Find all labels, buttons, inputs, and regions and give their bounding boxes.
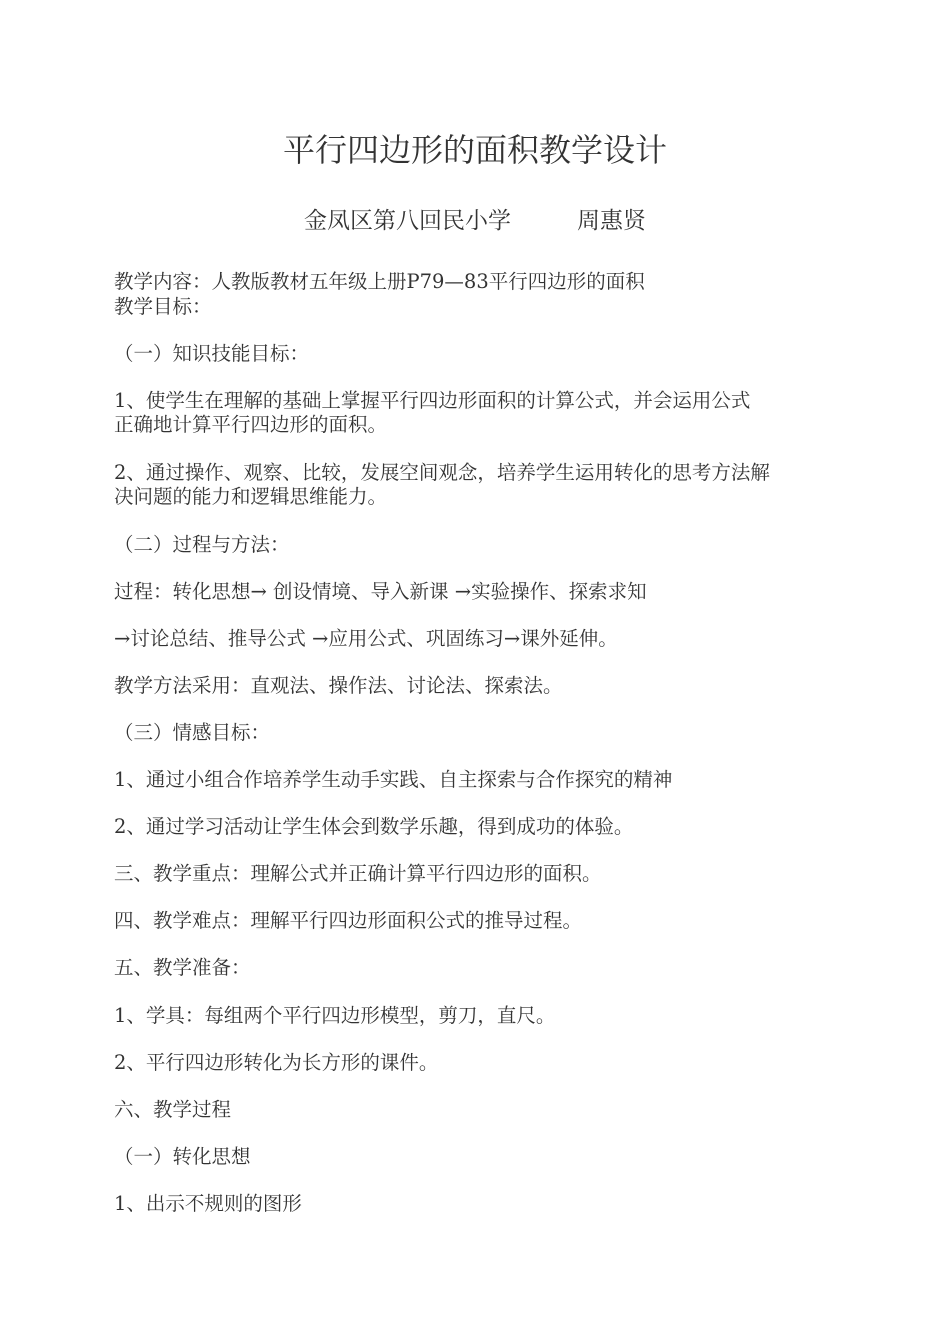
- document-byline: [0, 204, 950, 238]
- paragraph-line: 1、学具：每组两个平行四边形模型，剪刀，直尺。: [114, 1004, 556, 1027]
- section-heading-emotion: （三）情感目标：: [114, 721, 271, 744]
- paragraph-line: 教学方法采用：直观法、操作法、讨论法、探索法。: [114, 674, 563, 697]
- section-heading-procedure: 六、教学过程: [114, 1098, 232, 1121]
- teaching-goals-heading: 教学目标：: [114, 295, 212, 318]
- paragraph-line: 2、平行四边形转化为长方形的课件。: [114, 1051, 439, 1074]
- paragraph-line: 2、通过操作、观察、比较，发展空间观念，培养学生运用转化的思考方法解: [114, 461, 770, 484]
- author-name: 周惠贤: [577, 208, 646, 234]
- paragraph-line: 正确地计算平行四边形的面积。: [114, 413, 388, 436]
- paragraph-line: 1、通过小组合作培养学生动手实践、自主探索与合作探究的精神: [114, 768, 673, 791]
- section-heading-process: （二）过程与方法：: [114, 533, 290, 556]
- paragraph-line: 四、教学难点：理解平行四边形面积公式的推导过程。: [114, 909, 583, 932]
- paragraph-line: 过程：转化思想→ 创设情境、导入新课 →实验操作、探索求知: [114, 580, 647, 603]
- paragraph-line: 1、出示不规则的图形: [114, 1192, 302, 1215]
- paragraph-line: 2、通过学习活动让学生体会到数学乐趣，得到成功的体验。: [114, 815, 634, 838]
- paragraph-line: →讨论总结、推导公式 →应用公式、巩固练习→课外延伸。: [114, 627, 618, 650]
- teaching-content-line: 教学内容：人教版教材五年级上册P79—83平行四边形的面积: [114, 270, 645, 293]
- paragraph-line: 决问题的能力和逻辑思维能力。: [114, 485, 388, 508]
- section-heading-knowledge: （一）知识技能目标：: [114, 342, 310, 365]
- paragraph-line: 三、教学重点：理解公式并正确计算平行四边形的面积。: [114, 862, 602, 885]
- section-heading-preparation: 五、教学准备：: [114, 956, 251, 979]
- section-heading-transformation: （一）转化思想: [114, 1145, 251, 1168]
- school-name: 金凤区第八回民小学: [304, 208, 511, 234]
- document-title: 平行四边形的面积教学设计: [282, 131, 667, 169]
- paragraph-line: 1、使学生在理解的基础上掌握平行四边形面积的计算公式，并会运用公式: [114, 389, 751, 412]
